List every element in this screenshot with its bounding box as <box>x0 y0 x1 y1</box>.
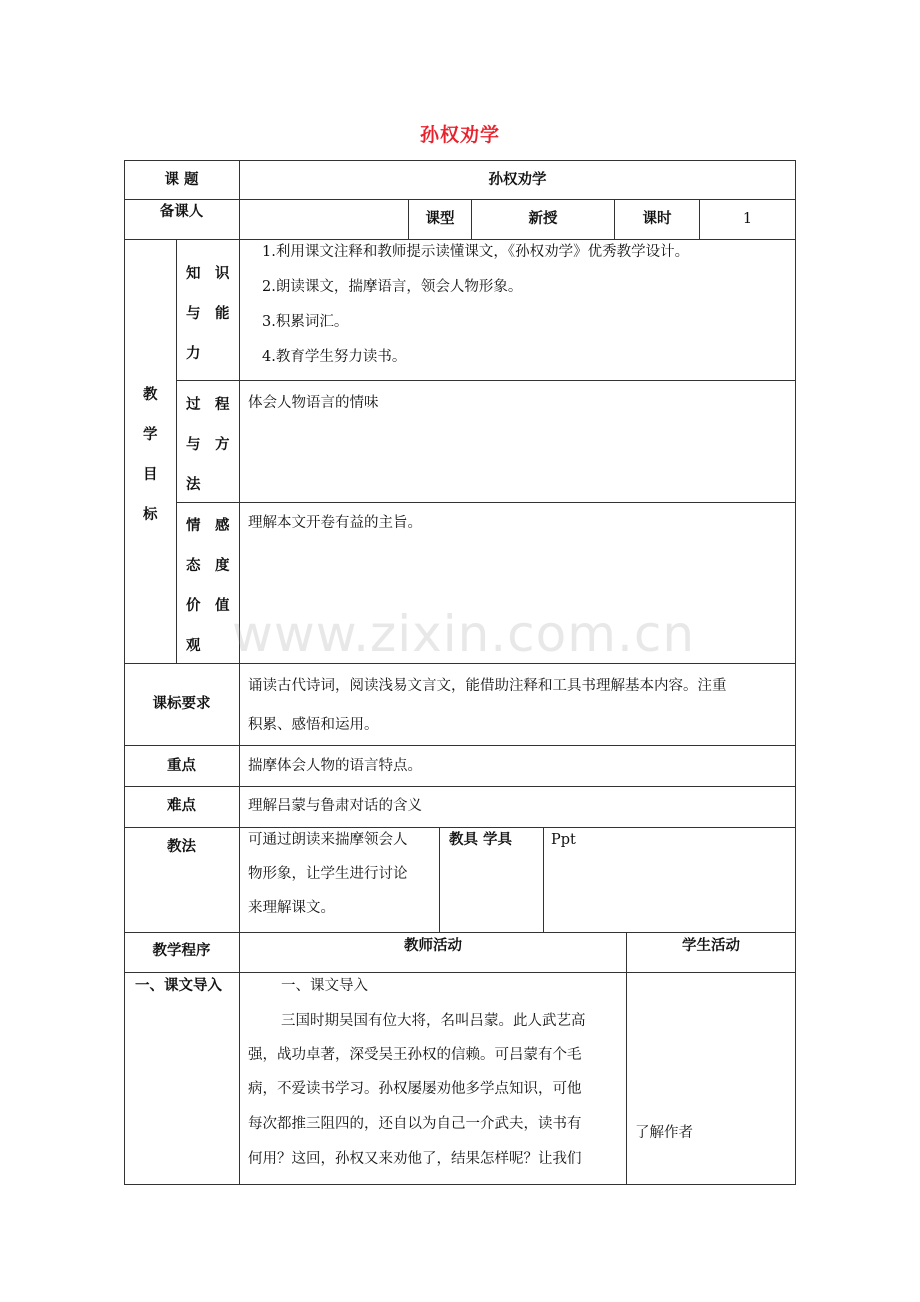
method-label: 教法 <box>167 839 196 855</box>
difficulty-label: 难点 <box>167 798 196 814</box>
intro-line: 三国时期吴国有位大将，名叫吕蒙。此人武艺高 <box>281 1013 586 1029</box>
period-value: 1 <box>742 211 753 227</box>
key-point-label: 重点 <box>167 758 196 774</box>
intro-label: 一、课文导入 <box>135 978 222 994</box>
knowledge-item: 2.朗读课文，揣摩语言，领会人物形象。 <box>262 279 523 295</box>
process-text: 体会人物语言的情味 <box>248 395 379 411</box>
procedure-header-col1: 教学程序 <box>152 943 211 959</box>
intro-line: 一、课文导入 <box>281 978 368 994</box>
standard-line: 诵读古代诗词，阅读浅易文言文，能借助注释和工具书理解基本内容。注重 <box>248 678 727 694</box>
method-line: 可通过朗读来揣摩领会人 <box>248 832 408 848</box>
tools-value: Ppt <box>551 832 576 848</box>
knowledge-item: 3.积累词汇。 <box>262 314 349 330</box>
topic-value: 孙权劝学 <box>488 172 547 188</box>
knowledge-item: 1.利用课文注释和教师提示读懂课文，《孙权劝学》优秀教学设计。 <box>262 244 690 260</box>
intro-line: 病，不爱读书学习。孙权屡屡劝他多学点知识，可他 <box>248 1081 582 1097</box>
intro-line: 何用？这回，孙权又来劝他了，结果怎样呢？让我们 <box>248 1151 582 1167</box>
method-line: 物形象，让学生进行讨论 <box>248 866 408 882</box>
lesson-type-value: 新授 <box>528 211 558 227</box>
intro-line: 强，战功卓著，深受吴王孙权的信赖。可吕蒙有个毛 <box>248 1047 582 1063</box>
preparer-label: 备课人 <box>159 204 204 220</box>
student-activity-text: 了解作者 <box>635 1125 693 1141</box>
tools-label: 教具 学具 <box>449 832 513 848</box>
emotion-text: 理解本文开卷有益的主旨。 <box>248 515 422 531</box>
standard-line: 积累、感悟和运用。 <box>248 717 379 733</box>
method-line: 来理解课文。 <box>248 900 335 916</box>
period-label: 课时 <box>642 211 672 227</box>
knowledge-item: 4.教育学生努力读书。 <box>262 349 407 365</box>
standard-label: 课标要求 <box>152 696 211 712</box>
watermark: www.zixin.com.cn <box>232 605 696 663</box>
procedure-header-col2: 教师活动 <box>404 938 462 954</box>
topic-label: 课 题 <box>164 172 199 188</box>
lesson-type-label: 课型 <box>425 211 455 227</box>
difficulty-text: 理解吕蒙与鲁肃对话的含义 <box>248 798 422 814</box>
key-point-text: 揣摩体会人物的语言特点。 <box>248 758 422 774</box>
intro-line: 每次都推三阻四的，还自以为自己一介武夫，读书有 <box>248 1116 582 1132</box>
procedure-header-col3: 学生活动 <box>682 938 740 954</box>
page-title: 孙权劝学 <box>419 124 500 146</box>
